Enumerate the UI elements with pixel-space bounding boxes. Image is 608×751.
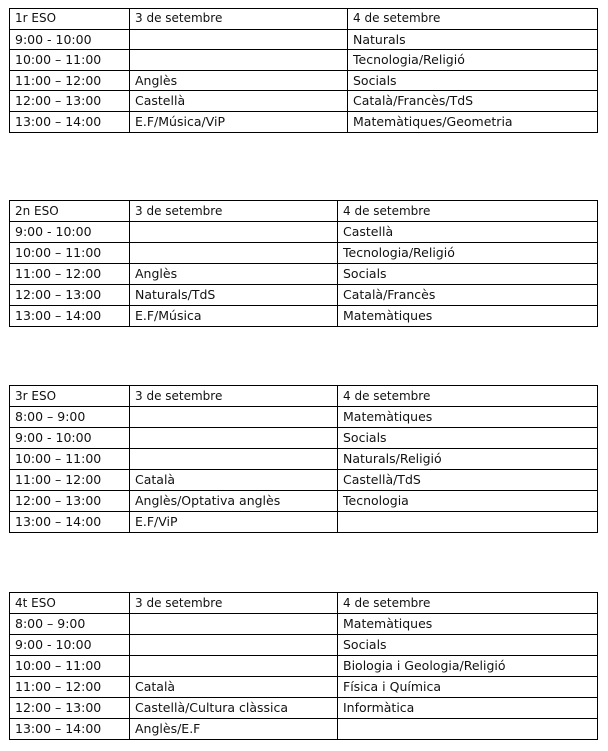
day2-header: 4 de setembre [338, 593, 598, 614]
time-cell: 11:00 – 12:00 [10, 264, 130, 285]
table-row [10, 428, 598, 449]
day1-cell: Anglès [130, 264, 338, 285]
table-row [10, 29, 598, 50]
time-cell: 10:00 – 11:00 [10, 243, 130, 264]
day2-header: 4 de setembre [338, 201, 598, 222]
day1-cell: Català [130, 470, 338, 491]
day2-cell: Física i Química [338, 677, 598, 698]
day2-cell: Socials [338, 428, 598, 449]
day2-cell: Castellà/TdS [338, 470, 598, 491]
table-row [10, 677, 598, 698]
table-row [10, 111, 598, 132]
day2-cell: Tecnologia/Religió [338, 243, 598, 264]
day2-cell [338, 512, 598, 533]
table-header-row [10, 386, 598, 407]
day1-cell: E.F/Música [130, 306, 338, 327]
table-row [10, 512, 598, 533]
time-cell: 9:00 - 10:00 [10, 428, 130, 449]
day2-cell: Socials [338, 635, 598, 656]
day2-cell: Castellà [338, 222, 598, 243]
day1-cell: Anglès [130, 70, 348, 91]
day2-cell: Informàtica [338, 698, 598, 719]
time-cell: 8:00 – 9:00 [10, 407, 130, 428]
table-row [10, 614, 598, 635]
table-header-row [10, 9, 598, 30]
schedule-table-2n-eso [9, 200, 598, 327]
time-cell: 8:00 – 9:00 [10, 614, 130, 635]
day2-cell: Tecnologia/Religió [348, 50, 598, 71]
day1-cell: E.F/Música/ViP [130, 111, 348, 132]
table-row [10, 222, 598, 243]
table-row [10, 50, 598, 71]
day2-cell: Català/Francès [338, 285, 598, 306]
level-cell: 3r ESO [10, 386, 130, 407]
time-cell: 10:00 – 11:00 [10, 50, 130, 71]
day2-cell: Biologia i Geologia/Religió [338, 656, 598, 677]
day1-cell: Català [130, 677, 338, 698]
day1-cell: Castellà [130, 91, 348, 112]
table-row [10, 491, 598, 512]
time-cell: 11:00 – 12:00 [10, 70, 130, 91]
table-header-row [10, 593, 598, 614]
day1-cell: Anglès/E.F [130, 719, 338, 740]
day1-cell [130, 428, 338, 449]
day1-header: 3 de setembre [130, 593, 338, 614]
day1-cell [130, 635, 338, 656]
level-cell: 2n ESO [10, 201, 130, 222]
time-cell: 9:00 - 10:00 [10, 222, 130, 243]
day2-header: 4 de setembre [348, 9, 598, 30]
table-row [10, 656, 598, 677]
level-cell: 4t ESO [10, 593, 130, 614]
day1-cell [130, 614, 338, 635]
day1-header: 3 de setembre [130, 386, 338, 407]
table-row [10, 719, 598, 740]
time-cell: 13:00 – 14:00 [10, 306, 130, 327]
day1-cell: Naturals/TdS [130, 285, 338, 306]
table-row [10, 91, 598, 112]
day1-cell: Castellà/Cultura clàssica [130, 698, 338, 719]
table-row [10, 407, 598, 428]
table-row [10, 285, 598, 306]
time-cell: 10:00 – 11:00 [10, 449, 130, 470]
day2-cell: Matemàtiques [338, 614, 598, 635]
schedule-table-1r-eso [9, 8, 598, 133]
day2-cell: Català/Francès/TdS [348, 91, 598, 112]
day1-cell [130, 50, 348, 71]
day1-cell [130, 656, 338, 677]
time-cell: 13:00 – 14:00 [10, 111, 130, 132]
table-row [10, 698, 598, 719]
time-cell: 12:00 – 13:00 [10, 285, 130, 306]
time-cell: 12:00 – 13:00 [10, 491, 130, 512]
time-cell: 13:00 – 14:00 [10, 719, 130, 740]
table-row [10, 264, 598, 285]
time-cell: 9:00 - 10:00 [10, 635, 130, 656]
table-row [10, 449, 598, 470]
day2-cell: Tecnologia [338, 491, 598, 512]
level-cell: 1r ESO [10, 9, 130, 30]
schedule-table-4t-eso [9, 592, 598, 740]
day2-cell: Naturals/Religió [338, 449, 598, 470]
table-row [10, 306, 598, 327]
table-row [10, 470, 598, 491]
day1-cell: E.F/ViP [130, 512, 338, 533]
time-cell: 10:00 – 11:00 [10, 656, 130, 677]
day1-header: 3 de setembre [130, 9, 348, 30]
time-cell: 11:00 – 12:00 [10, 677, 130, 698]
time-cell: 12:00 – 13:00 [10, 91, 130, 112]
time-cell: 13:00 – 14:00 [10, 512, 130, 533]
day2-cell: Matemàtiques [338, 306, 598, 327]
day2-cell: Matemàtiques [338, 407, 598, 428]
day1-cell: Anglès/Optativa anglès [130, 491, 338, 512]
day2-cell: Matemàtiques/Geometria [348, 111, 598, 132]
day2-header: 4 de setembre [338, 386, 598, 407]
day1-cell [130, 222, 338, 243]
day2-cell [338, 719, 598, 740]
day1-cell [130, 243, 338, 264]
day1-cell [130, 449, 338, 470]
time-cell: 11:00 – 12:00 [10, 470, 130, 491]
time-cell: 12:00 – 13:00 [10, 698, 130, 719]
schedule-table-3r-eso [9, 385, 598, 533]
day2-cell: Socials [338, 264, 598, 285]
day2-cell: Naturals [348, 29, 598, 50]
table-row [10, 635, 598, 656]
time-cell: 9:00 - 10:00 [10, 29, 130, 50]
day1-header: 3 de setembre [130, 201, 338, 222]
table-row [10, 243, 598, 264]
day2-cell: Socials [348, 70, 598, 91]
day1-cell [130, 407, 338, 428]
day1-cell [130, 29, 348, 50]
table-row [10, 70, 598, 91]
table-header-row [10, 201, 598, 222]
